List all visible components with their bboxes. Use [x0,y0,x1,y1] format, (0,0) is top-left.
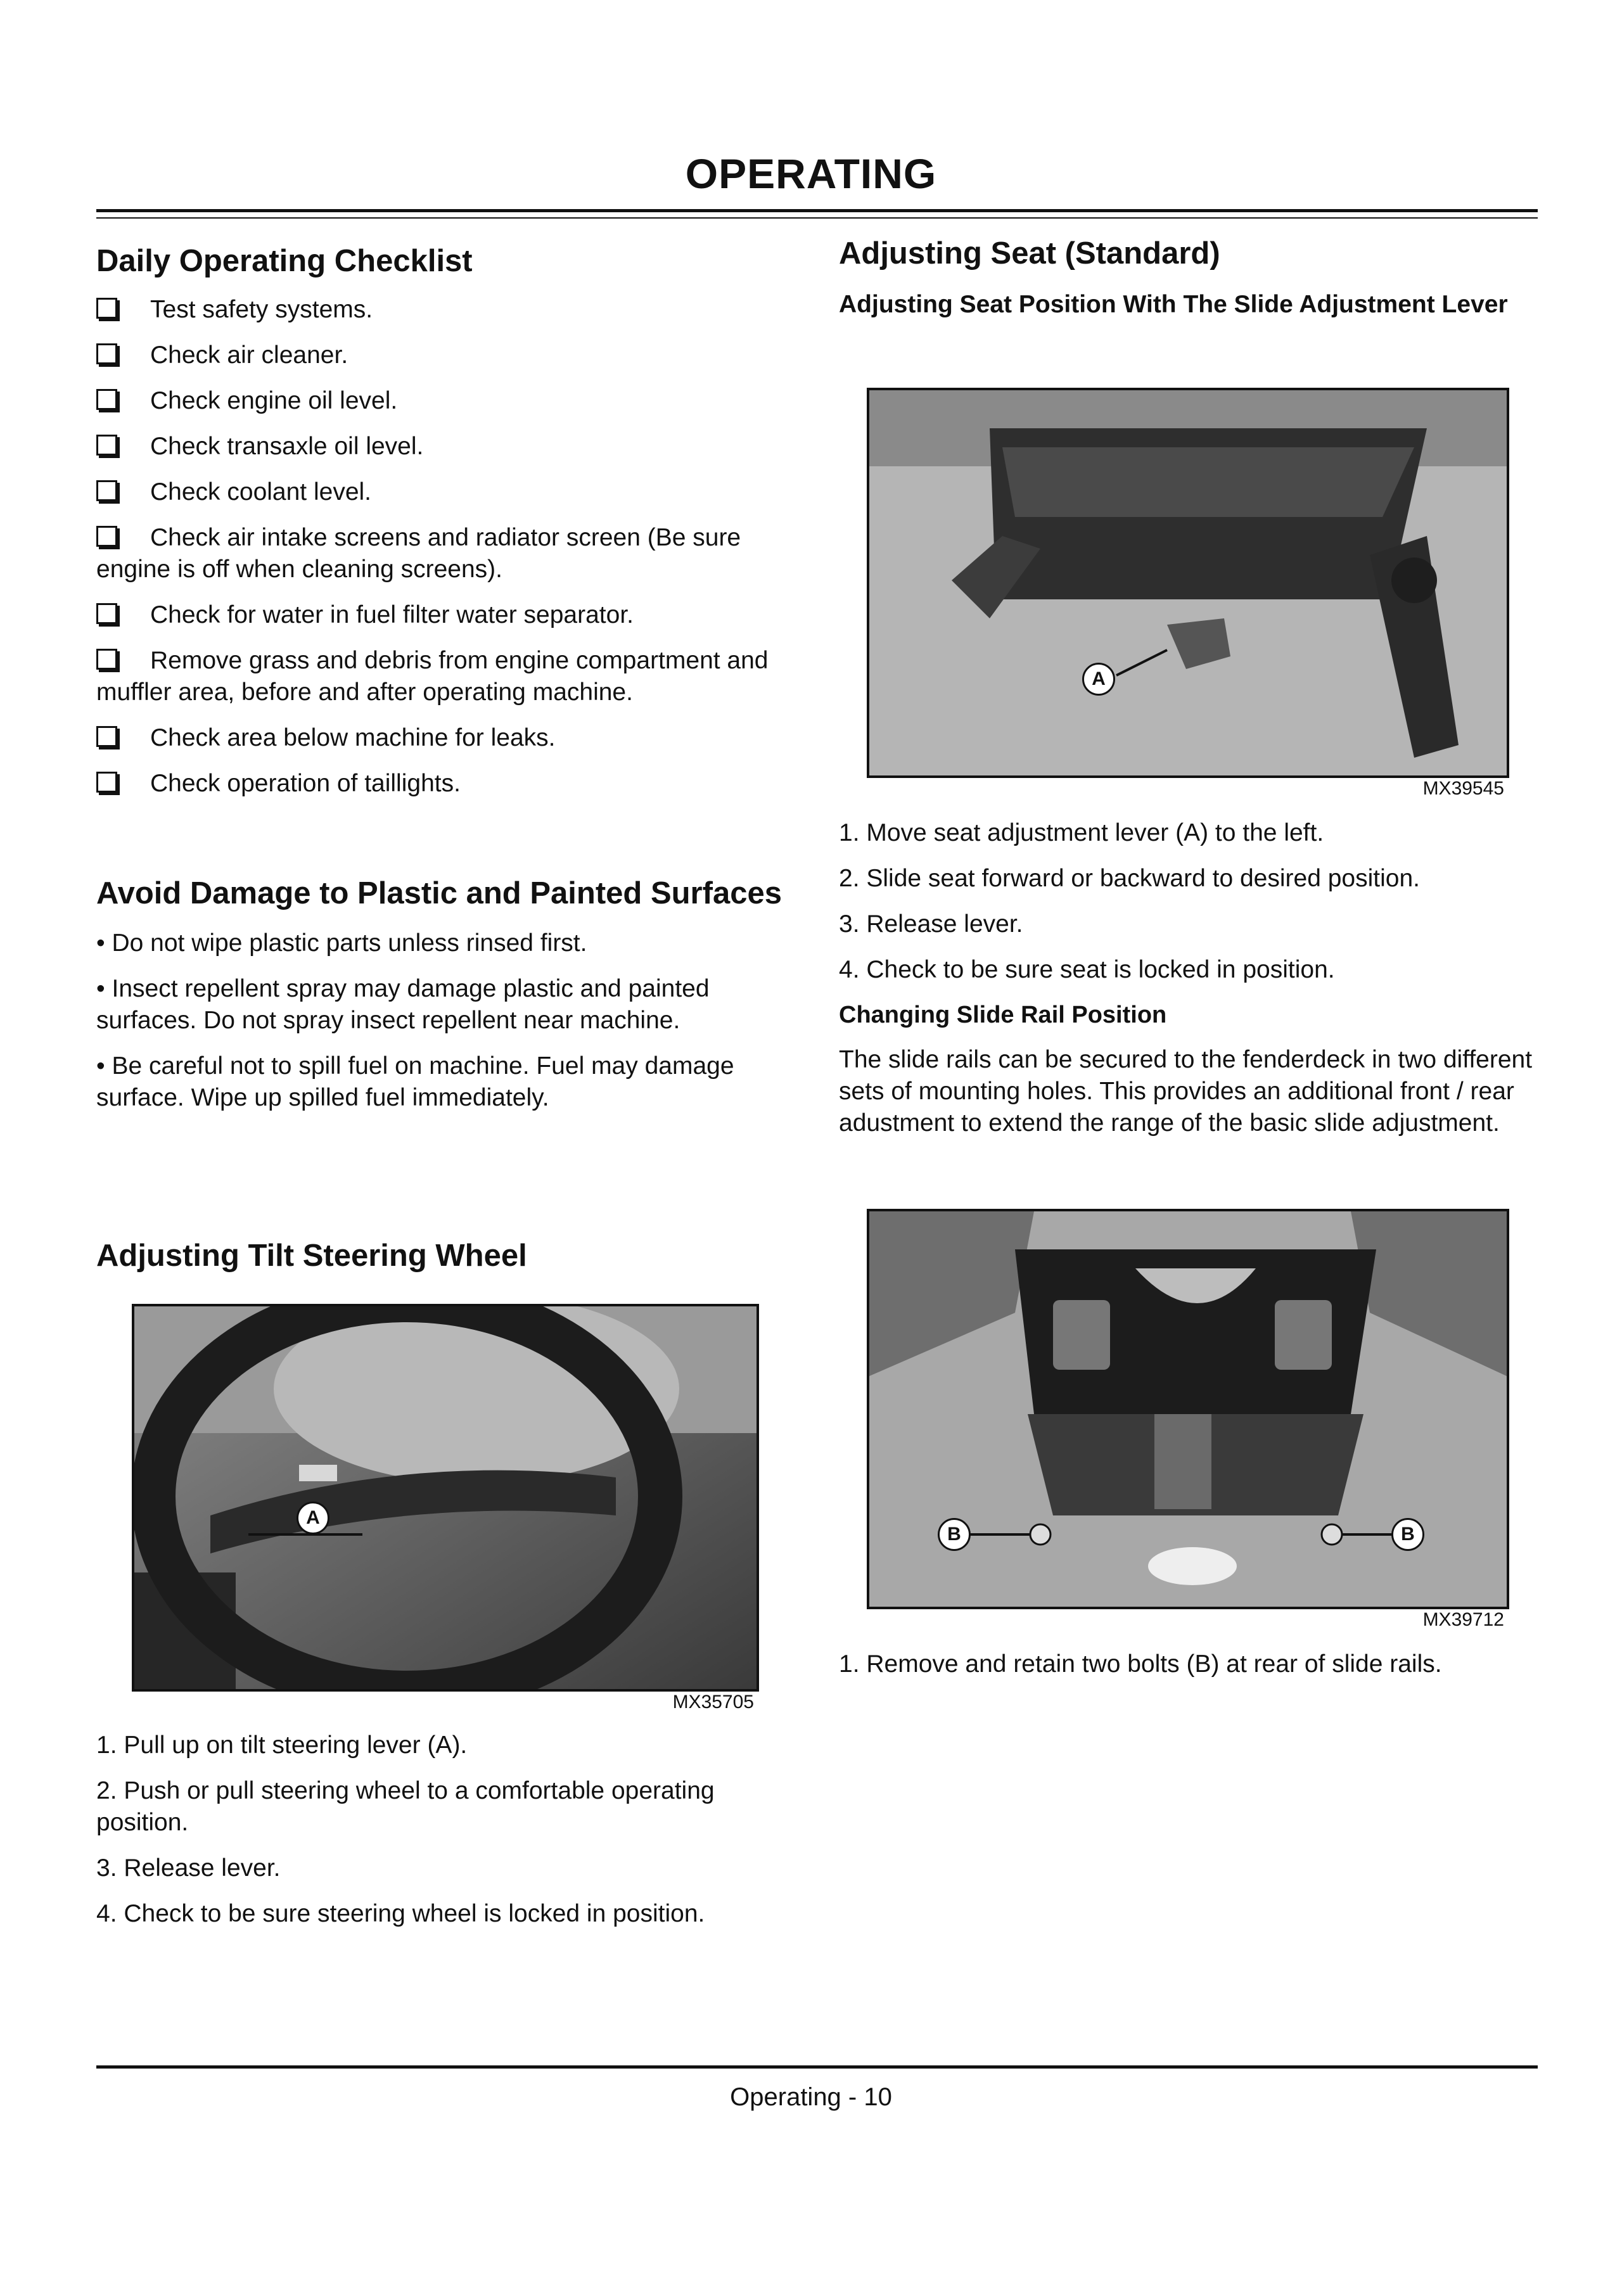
rail-steps [839,1649,1538,1694]
checkbox-icon [96,526,117,547]
step-item: 4. Check to be sure steering wheel is locked in position. [96,1900,705,1927]
step-item: 3. Release lever. [96,1854,281,1882]
step-item: 3. Release lever. [839,910,1023,938]
checkbox-icon [96,298,117,319]
step-item: 4. Check to be sure seat is locked in position. [839,956,1335,983]
callout-a: A [1082,663,1115,696]
steering-wheel-photo [132,1304,759,1692]
figure-caption: MX35705 [672,1692,754,1712]
callout-a: A [297,1502,329,1534]
checklist-item: Check operation of taillights. [96,768,793,800]
checklist-item: Check air cleaner. [96,340,793,371]
bullet-item: • Insect repellent spray may damage plastic and painted surfaces. Do not spray insect repellent near machine. [96,975,710,1034]
step-item: 1. Move seat adjustment lever (A) to the left. [839,819,1324,846]
daily-checklist-section [96,242,793,813]
step-item: 1. Pull up on tilt steering lever (A). [96,1732,468,1759]
page-title: OPERATING [685,150,937,197]
checklist-heading: Daily Operating Checklist [96,244,473,278]
checklist-item: Check engine oil level. [96,385,793,417]
rail-heading: Changing Slide Rail Position [839,1002,1167,1028]
step-item: 2. Slide seat forward or backward to desired position. [839,865,1420,892]
checkbox-icon [96,343,117,364]
callout-b-left: B [938,1518,971,1551]
checklist-item: Check air intake screens and radiator screen (Be sure engine is off when cleaning screens). [96,524,741,583]
seat-subheading: Adjusting Seat Position With The Slide Adjustment Lever [839,291,1508,318]
seat-slide-photo [867,388,1509,778]
bullet-item: • Be careful not to spill fuel on machine. Fuel may damage surface. Wipe up spilled fuel immediately. [96,1052,734,1111]
checkbox-icon [96,435,117,456]
title-rule-thin [96,217,1538,219]
checkbox-icon [96,480,117,501]
figure-caption: MX39712 [1422,1609,1504,1630]
checkbox-icon [96,726,117,747]
steering-wheel-illustration [134,1306,757,1689]
checkbox-icon [96,649,117,670]
seat-steps [839,817,1538,1153]
callout-b-right: B [1391,1518,1424,1551]
figure-caption: MX39545 [1422,778,1504,799]
checklist-item: Check area below machine for leaks. [96,722,793,754]
checklist-item: Test safety systems. [96,294,793,326]
checkbox-icon [96,603,117,624]
seat-heading: Adjusting Seat (Standard) [839,236,1220,271]
footer-rule [96,2065,1538,2069]
checkbox-icon [96,772,117,793]
checklist-item: Remove grass and debris from engine compartment and muffler area, before and after operating machine. [96,647,769,706]
checklist-item: Check transaxle oil level. [96,431,793,462]
avoid-damage-heading: Avoid Damage to Plastic and Painted Surfaces [96,876,782,910]
avoid-damage-section [96,874,793,1128]
checklist-item: Check for water in fuel filter water separator. [96,599,793,631]
step-item: 2. Push or pull steering wheel to a comfortable operating position. [96,1777,715,1836]
page-footer: Operating - 10 [730,2083,892,2111]
title-rule [96,209,1538,212]
tilt-steering-heading: Adjusting Tilt Steering Wheel [96,1239,527,1273]
checklist-item: Check coolant level. [96,476,793,508]
seat-slide-illustration [869,390,1507,775]
bullet-item: • Do not wipe plastic parts unless rinsed first. [96,929,587,957]
rail-text: The slide rails can be secured to the fenderdeck in two different sets of mounting holes. This provides an additional front / rear adustment to extend the range of the basic slide adjustment. [839,1046,1533,1137]
tilt-steering-steps [96,1730,793,1944]
step-item: 1. Remove and retain two bolts (B) at rear of slide rails. [839,1650,1442,1678]
seat-section [839,234,1538,321]
tilt-steering-section [96,1237,793,1275]
checkbox-icon [96,389,117,410]
